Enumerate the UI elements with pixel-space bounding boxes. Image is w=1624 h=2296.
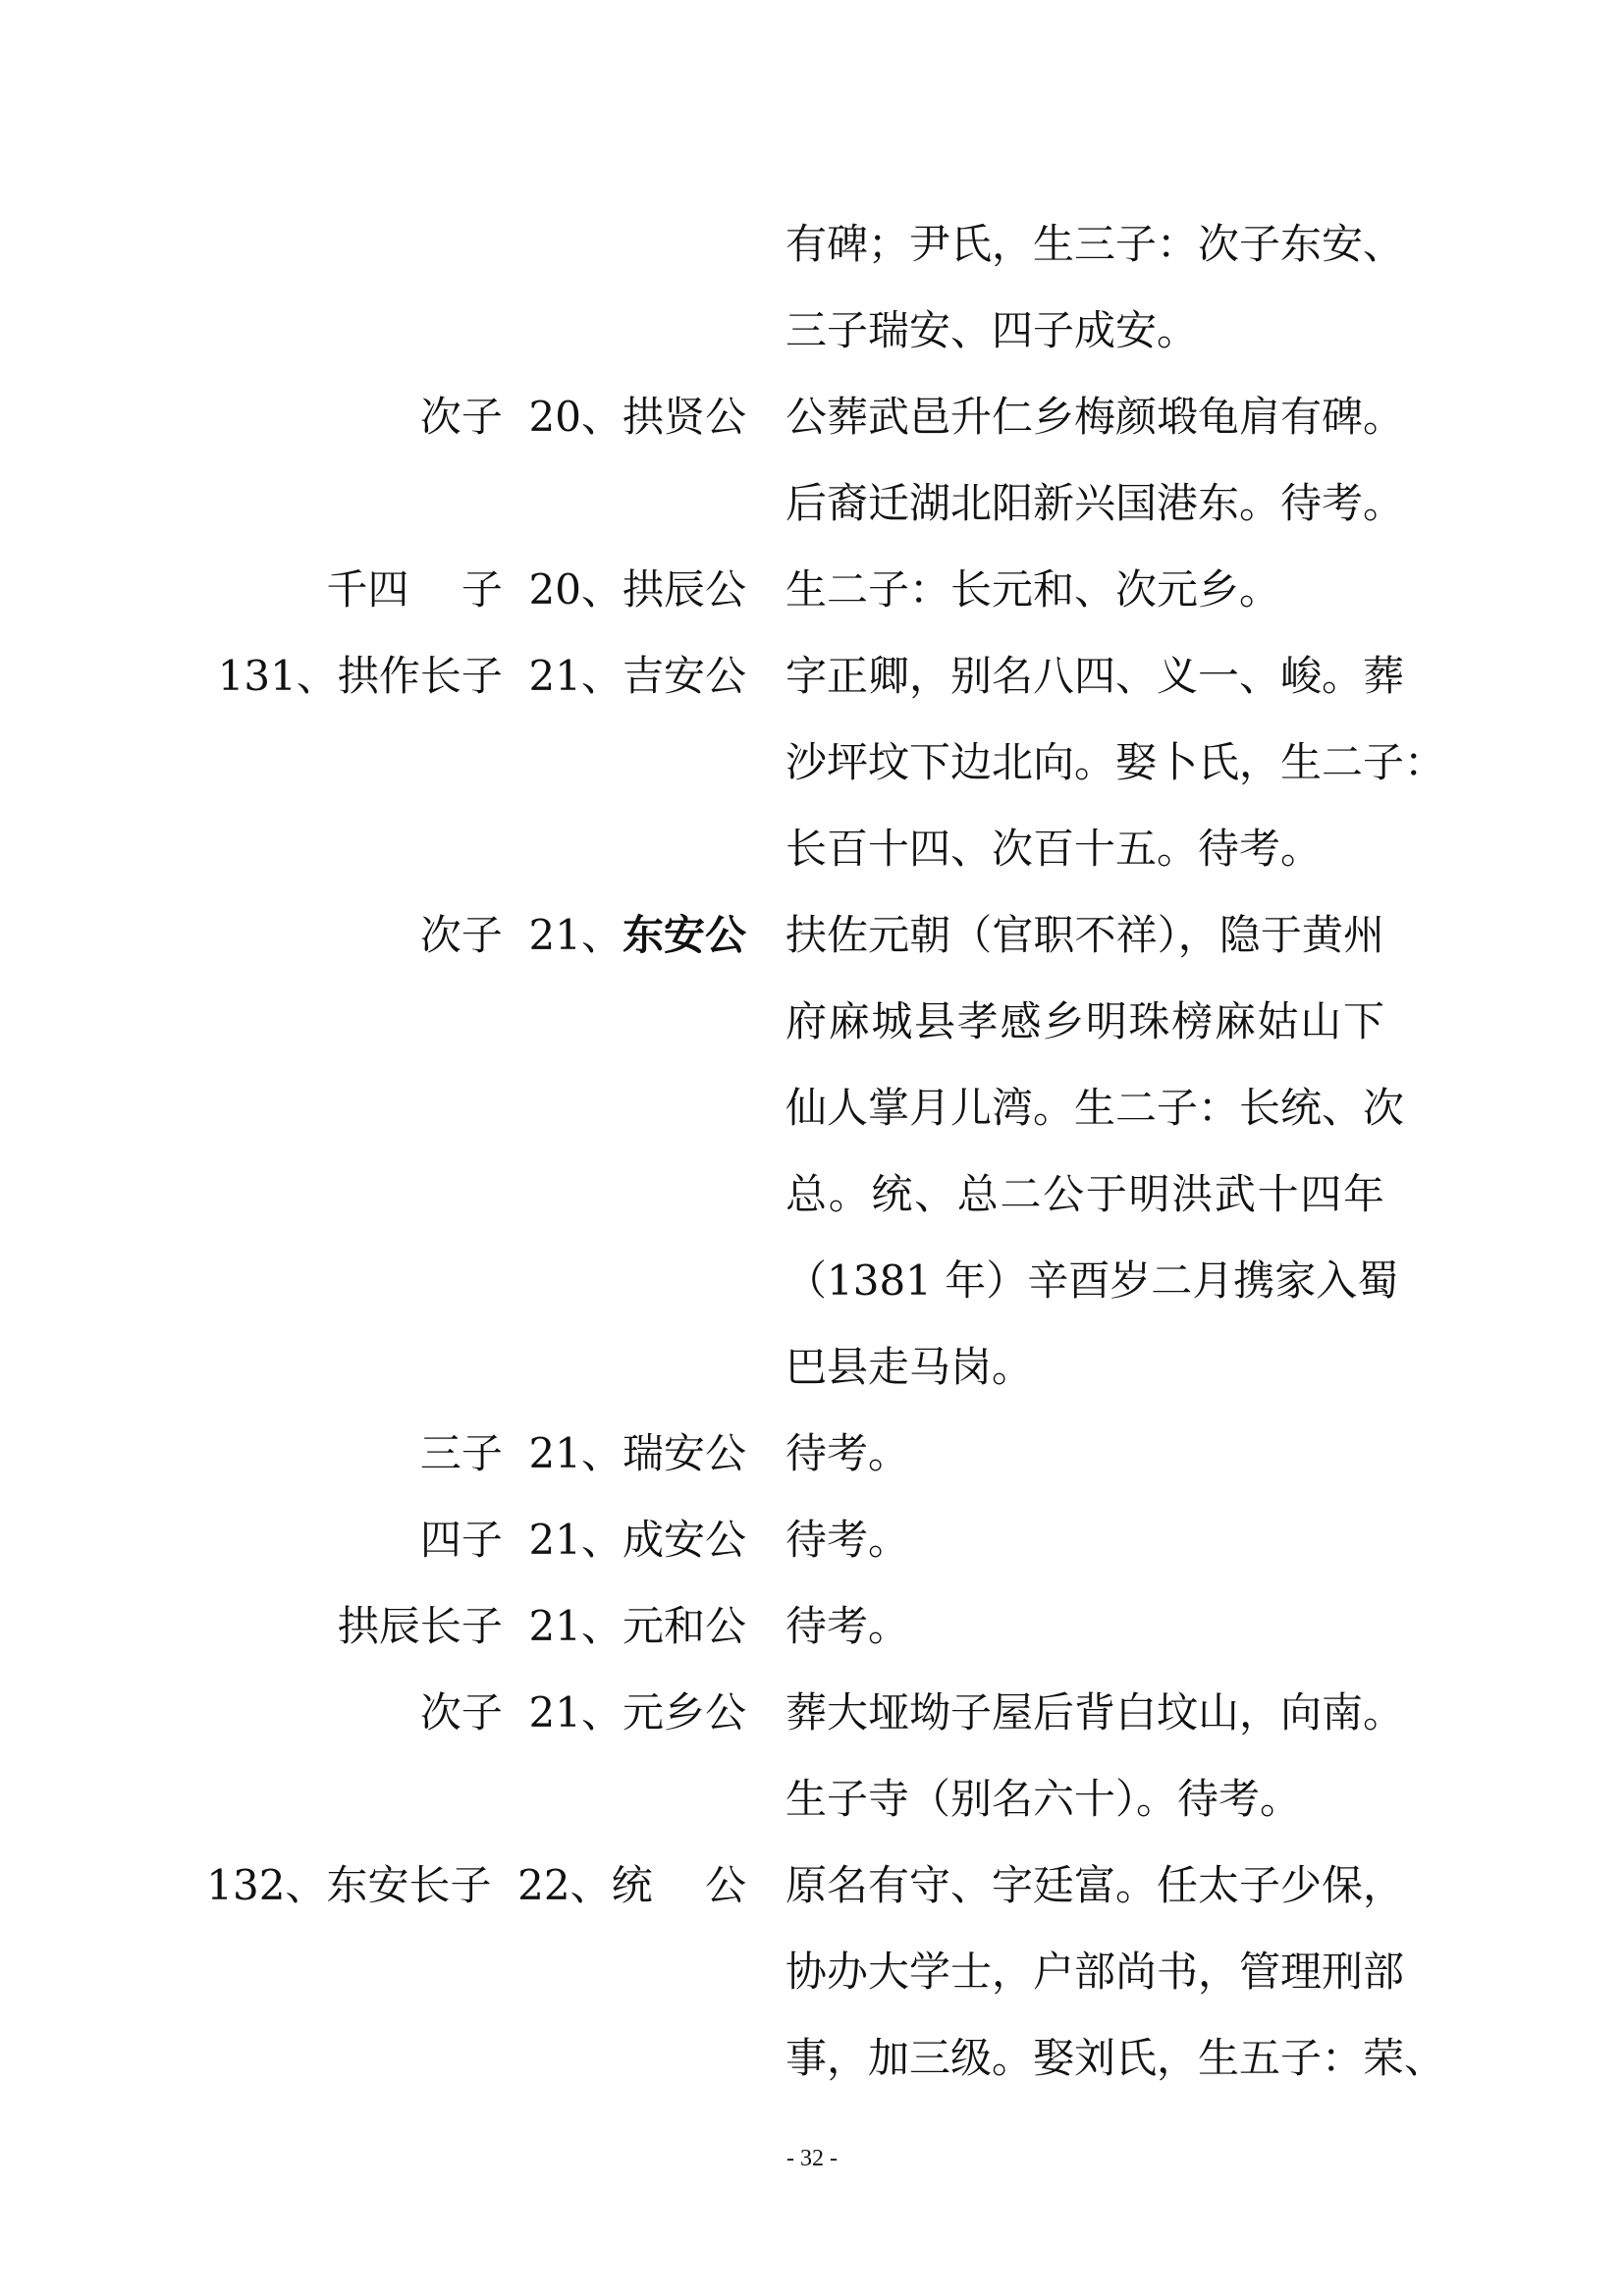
description-line: 府麻城县孝感乡明珠榜麻姑山下	[785, 997, 1384, 1045]
description-line: 字正卿，别名八四、义一、峻。葬	[785, 652, 1405, 700]
entry-description	[785, 1497, 1394, 1583]
description-line: 巴县走马岗。	[785, 1343, 1034, 1391]
description-line: 生子寺（别名六十）。待考。	[785, 1775, 1302, 1823]
entry-heading: 三子 21、瑞安公	[419, 1429, 746, 1477]
genealogy-entry	[0, 1670, 1624, 1842]
genealogy-entry	[0, 1497, 1624, 1583]
genealogy-entry	[0, 892, 1624, 1411]
description-line: 公葬武邑升仁乡梅颜塅龟肩有碑。	[785, 393, 1405, 441]
entry-heading: 132、东安长子 22、统 公	[206, 1861, 746, 1909]
description-line: 待考。	[785, 1602, 910, 1650]
description-line: 协办大学士，户部尚书，管理刑部	[785, 1948, 1405, 1996]
entry-description	[785, 1411, 1394, 1497]
description-line: 事，加三级。娶刘氏，生五子：荣、	[785, 2034, 1446, 2082]
entry-heading: 131、拱作长子 21、吉安公	[217, 652, 746, 700]
entry-heading-prefix: 次子 21、	[419, 911, 623, 959]
description-line: 总。统、总二公于明洪武十四年	[785, 1170, 1384, 1218]
description-line: 仙人掌月儿湾。生二子：长统、次	[785, 1084, 1405, 1132]
genealogy-entry	[0, 1842, 1624, 2102]
entry-heading: 千四 子 20、拱辰公	[326, 565, 746, 614]
entry-heading	[0, 201, 746, 288]
entry-heading: 次子 20、拱贤公	[419, 393, 746, 441]
genealogy-entry	[0, 1411, 1624, 1497]
entry-heading: 拱辰长子 21、元和公	[337, 1602, 746, 1650]
entry-heading-name: 东安公	[622, 911, 746, 959]
description-line: 后裔迁湖北阳新兴国港东。待考。	[785, 479, 1405, 527]
entry-description	[785, 1842, 1446, 2102]
description-line: 生二子：长元和、次元乡。	[785, 565, 1281, 614]
description-line: 待考。	[785, 1516, 910, 1564]
genealogy-entry	[0, 201, 1624, 374]
genealogy-entries	[0, 201, 1624, 2102]
genealogy-entry	[0, 633, 1624, 892]
entry-heading: 次子 21、元乡公	[419, 1688, 746, 1736]
description-line: 原名有守、字廷富。任太子少保，	[785, 1861, 1405, 1909]
description-line: 长百十四、次百十五。待考。	[785, 825, 1323, 873]
description-line: 三子瑞安、四子成安。	[785, 306, 1199, 354]
entry-description	[785, 892, 1405, 1411]
entry-description	[785, 633, 1446, 892]
entry-description	[785, 374, 1405, 547]
description-line: 待考。	[785, 1429, 910, 1477]
entry-description	[785, 201, 1405, 374]
description-line: 有碑；尹氏，生三子：次子东安、	[785, 220, 1405, 268]
description-line: （1381 年）辛酉岁二月携家入蜀	[785, 1256, 1399, 1305]
page-number: - 32 -	[786, 2146, 838, 2171]
description-line: 沙坪坟下边北向。娶卜氏，生二子：	[785, 738, 1446, 786]
genealogy-entry	[0, 1583, 1624, 1670]
entry-description	[785, 1670, 1405, 1842]
description-line: 扶佐元朝（官职不祥），隐于黄州	[785, 911, 1384, 959]
entry-description	[785, 1583, 1394, 1670]
genealogy-entry	[0, 547, 1624, 633]
entry-description	[785, 547, 1394, 633]
genealogy-entry	[0, 374, 1624, 547]
entry-heading: 四子 21、成安公	[419, 1516, 746, 1564]
description-line: 葬大垭坳子屋后背白坟山，向南。	[785, 1688, 1405, 1736]
entry-heading	[0, 892, 746, 979]
